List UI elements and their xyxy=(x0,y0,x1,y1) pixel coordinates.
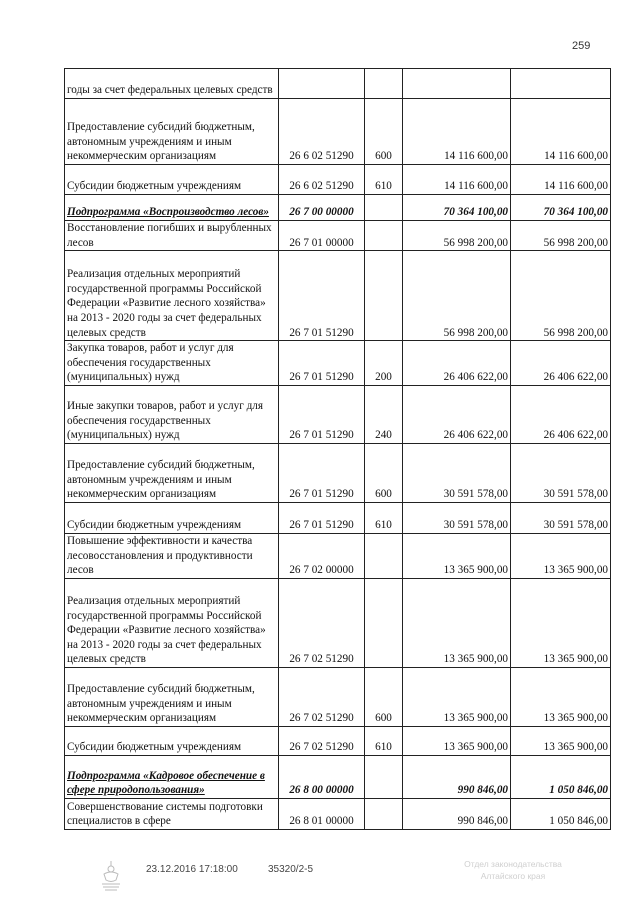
table-row xyxy=(65,533,611,578)
row-code: 26 7 01 51290 xyxy=(279,385,365,443)
row-kvr: 600 xyxy=(365,443,403,502)
table-row xyxy=(65,385,611,443)
row-sum-2018: 14 116 600,00 xyxy=(511,165,611,195)
table-row xyxy=(65,755,611,798)
row-kvr: 610 xyxy=(365,165,403,195)
table-row xyxy=(65,221,611,251)
row-sum-2017: 30 591 578,00 xyxy=(403,502,511,533)
row-name: Закупка товаров, работ и услуг для обеспечения государственных (муниципальных) нужд xyxy=(65,341,279,386)
row-name: Предоставление субсидий бюджетным, автономным учреждениям и иным некоммерческим организациям xyxy=(65,667,279,726)
row-name: Предоставление субсидий бюджетным, автономным учреждениям и иным некоммерческим организациям xyxy=(65,443,279,502)
table-row xyxy=(65,502,611,533)
row-kvr: 600 xyxy=(365,667,403,726)
row-sum-2017: 14 116 600,00 xyxy=(403,99,511,165)
page-number: 259 xyxy=(572,40,591,52)
table-row xyxy=(65,195,611,221)
row-sum-2018: 1 050 846,00 xyxy=(511,798,611,829)
row-sum-2018: 13 365 900,00 xyxy=(511,578,611,667)
row-sum-2018: 56 998 200,00 xyxy=(511,221,611,251)
row-name: Реализация отдельных мероприятий государственной программы Российской Федерации «Развитие лесного хозяйства» на 2013 - 2020 годы за счет федеральных целевых средств xyxy=(65,251,279,341)
row-sum-2018: 26 406 622,00 xyxy=(511,341,611,386)
row-code: 26 7 01 00000 xyxy=(279,221,365,251)
row-sum-2017: 26 406 622,00 xyxy=(403,385,511,443)
row-kvr: 610 xyxy=(365,726,403,755)
watermark-stamp: Отдел законодательства Алтайского края xyxy=(464,859,562,881)
table-row xyxy=(65,798,611,829)
row-kvr xyxy=(365,195,403,221)
row-name: Предоставление субсидий бюджетным, автономным учреждениям и иным некоммерческим организациям xyxy=(65,99,279,165)
crest-icon xyxy=(96,858,126,895)
row-kvr xyxy=(365,755,403,798)
row-code: 26 6 02 51290 xyxy=(279,99,365,165)
row-code: 26 7 00 00000 xyxy=(279,195,365,221)
row-kvr: 610 xyxy=(365,502,403,533)
table-row xyxy=(65,667,611,726)
table-row xyxy=(65,578,611,667)
row-kvr xyxy=(365,251,403,341)
row-sum-2018: 56 998 200,00 xyxy=(511,251,611,341)
row-sum-2017: 990 846,00 xyxy=(403,755,511,798)
row-kvr xyxy=(365,221,403,251)
row-kvr xyxy=(365,798,403,829)
row-sum-2018: 30 591 578,00 xyxy=(511,443,611,502)
footer-doc-number: 35320/2-5 xyxy=(268,864,314,875)
footer-datetime: 23.12.2016 17:18:00 xyxy=(146,864,238,875)
row-code: 26 7 01 51290 xyxy=(279,251,365,341)
row-sum-2018 xyxy=(511,69,611,99)
row-name: Повышение эффективности и качества лесовосстановления и продуктивности лесов xyxy=(65,533,279,578)
row-name: Подпрограмма «Кадровое обеспечение в сфере природопользования» xyxy=(65,755,279,798)
row-sum-2017: 56 998 200,00 xyxy=(403,221,511,251)
table-row xyxy=(65,341,611,386)
row-sum-2017: 56 998 200,00 xyxy=(403,251,511,341)
row-kvr xyxy=(365,578,403,667)
row-sum-2018: 1 050 846,00 xyxy=(511,755,611,798)
row-kvr: 240 xyxy=(365,385,403,443)
row-code: 26 7 01 51290 xyxy=(279,502,365,533)
row-sum-2017: 26 406 622,00 xyxy=(403,341,511,386)
row-sum-2017: 13 365 900,00 xyxy=(403,578,511,667)
row-name: Совершенствование системы подготовки специалистов в сфере xyxy=(65,798,279,829)
row-sum-2017: 30 591 578,00 xyxy=(403,443,511,502)
table-row xyxy=(65,443,611,502)
row-code: 26 7 02 51290 xyxy=(279,578,365,667)
row-sum-2017: 13 365 900,00 xyxy=(403,726,511,755)
table-row xyxy=(65,726,611,755)
table-row xyxy=(65,165,611,195)
table-row xyxy=(65,99,611,165)
row-sum-2018: 26 406 622,00 xyxy=(511,385,611,443)
row-code: 26 7 01 51290 xyxy=(279,341,365,386)
row-code: 26 6 02 51290 xyxy=(279,165,365,195)
row-name: Восстановление погибших и вырубленных лесов xyxy=(65,221,279,251)
row-name: Субсидии бюджетным учреждениям xyxy=(65,165,279,195)
row-sum-2018: 13 365 900,00 xyxy=(511,667,611,726)
row-sum-2018: 70 364 100,00 xyxy=(511,195,611,221)
row-sum-2017 xyxy=(403,69,511,99)
row-name: Субсидии бюджетным учреждениям xyxy=(65,502,279,533)
table-row xyxy=(65,69,611,99)
row-kvr xyxy=(365,69,403,99)
row-kvr: 600 xyxy=(365,99,403,165)
row-sum-2018: 13 365 900,00 xyxy=(511,533,611,578)
row-code: 26 7 01 51290 xyxy=(279,443,365,502)
footer xyxy=(0,858,640,898)
row-sum-2018: 13 365 900,00 xyxy=(511,726,611,755)
row-sum-2017: 70 364 100,00 xyxy=(403,195,511,221)
row-sum-2018: 14 116 600,00 xyxy=(511,99,611,165)
row-code: 26 8 00 00000 xyxy=(279,755,365,798)
row-name: годы за счет федеральных целевых средств xyxy=(65,69,279,99)
row-code: 26 7 02 00000 xyxy=(279,533,365,578)
row-code xyxy=(279,69,365,99)
budget-table xyxy=(64,68,611,830)
budget-table-body xyxy=(65,69,611,830)
row-kvr xyxy=(365,533,403,578)
row-name: Субсидии бюджетным учреждениям xyxy=(65,726,279,755)
row-sum-2017: 13 365 900,00 xyxy=(403,667,511,726)
row-code: 26 8 01 00000 xyxy=(279,798,365,829)
row-code: 26 7 02 51290 xyxy=(279,667,365,726)
row-name: Подпрограмма «Воспроизводство лесов» xyxy=(65,195,279,221)
row-kvr: 200 xyxy=(365,341,403,386)
row-sum-2017: 14 116 600,00 xyxy=(403,165,511,195)
row-sum-2017: 13 365 900,00 xyxy=(403,533,511,578)
row-name: Реализация отдельных мероприятий государственной программы Российской Федерации «Развитие лесного хозяйства» на 2013 - 2020 годы за счет федеральных целевых средств xyxy=(65,578,279,667)
table-row xyxy=(65,251,611,341)
row-code: 26 7 02 51290 xyxy=(279,726,365,755)
row-name: Иные закупки товаров, работ и услуг для обеспечения государственных (муниципальных) нужд xyxy=(65,385,279,443)
row-sum-2018: 30 591 578,00 xyxy=(511,502,611,533)
row-sum-2017: 990 846,00 xyxy=(403,798,511,829)
